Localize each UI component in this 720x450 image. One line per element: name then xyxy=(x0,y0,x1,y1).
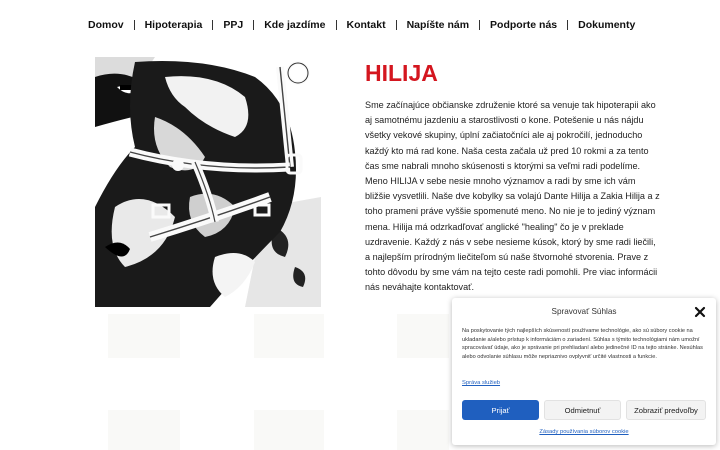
nav-item-domov[interactable]: Domov xyxy=(88,19,124,31)
horse-photo-icon xyxy=(95,57,321,307)
nav-item-kde-jazdime[interactable]: Kde jazdíme xyxy=(264,19,326,31)
nav-separator xyxy=(479,20,480,30)
nav-separator xyxy=(567,20,568,30)
gallery-thumbnail[interactable] xyxy=(108,314,180,358)
nav-item-ppj[interactable]: PPJ xyxy=(223,19,244,31)
view-preferences-button[interactable]: Zobraziť predvoľby xyxy=(626,400,706,420)
page-title: HILIJA xyxy=(365,60,438,86)
gallery-thumbnail[interactable] xyxy=(254,410,324,450)
nav-separator xyxy=(212,20,213,30)
gallery-thumbnail[interactable] xyxy=(397,314,449,358)
cookie-consent-dialog xyxy=(452,298,716,445)
gallery-thumbnail[interactable] xyxy=(397,410,449,450)
nav-item-napiste-nam[interactable]: Napíšte nám xyxy=(406,19,470,31)
cookie-description: Na poskytovanie tých najlepších skúseností používame technológie, ako sú súbory cookie na ukladanie a/alebo prístup k informáciám o zariadení. Súhlas s týmito technológiami nám umožní spracovávať údaje, ako je správanie pri prehliadaní alebo jedinečné ID na tejto stránke. Nesúhlas alebo odvolanie súhlasu môže nepriaznivo ovplyvniť určité vlastnosti a funkcie. xyxy=(462,328,703,360)
nav-item-dokumenty[interactable]: Dokumenty xyxy=(578,19,636,31)
nav-separator xyxy=(336,20,337,30)
nav-separator xyxy=(253,20,254,30)
cookie-policy-link[interactable]: Zásady používania súborov cookie xyxy=(539,429,629,435)
gallery-thumbnail[interactable] xyxy=(254,314,324,358)
gallery-thumbnail[interactable] xyxy=(108,410,180,450)
close-icon[interactable] xyxy=(694,306,706,318)
accept-button[interactable]: Prijať xyxy=(462,400,539,420)
deny-button[interactable]: Odmietnuť xyxy=(544,400,621,420)
nav-separator xyxy=(134,20,135,30)
nav-item-podporte-nas[interactable]: Podporte nás xyxy=(490,19,558,31)
nav-item-hipoterapia[interactable]: Hipoterapia xyxy=(144,19,203,31)
cookie-dialog-title: Spravovať Súhlas xyxy=(551,307,617,316)
main-navigation xyxy=(88,17,635,33)
intro-paragraph: Sme začínajúce občianske združenie ktoré sa venuje tak hipoterapii ako aj samotnému jazdeniu a starostlivosti o kone. Potešenie u nás nájdu všetky vekové skupiny, úplní začiatočníci ale aj pokročilí, jednoducho každý kto má rad kone. Naša cesta začala už pred 10 rokmi a za tento čas sme nabrali mnoho skúsenosti s ktorými sa veľmi radi podelíme. Meno HILIJA v sebe nesie mnoho významov a radi by sme ich vám bližšie vysvetlili. Naše dve kobylky sa volajú Dante Hilija a Zakia Hilija a z toho prameni práve vyššie spomenuté meno. No nie je to jediný význam mena. Hilija má odzrkadľovať anglické "healing" čo je v preklade uzdravenie. Každý z nás v sebe nesieme kúsok, ktorý by sme radi liečili, a najlepším prírodným liečiteľom sú naše štvornohé stvorenia. Prave z tohto dôvodu by sme vám na tejto ceste radi pomohli. Pre viac informácii nás neváhajte kontaktovať. xyxy=(365,100,660,293)
manage-services-link[interactable]: Správa služieb xyxy=(462,380,501,386)
nav-separator xyxy=(396,20,397,30)
horse-photo xyxy=(95,57,321,307)
nav-item-kontakt[interactable]: Kontakt xyxy=(346,19,386,31)
